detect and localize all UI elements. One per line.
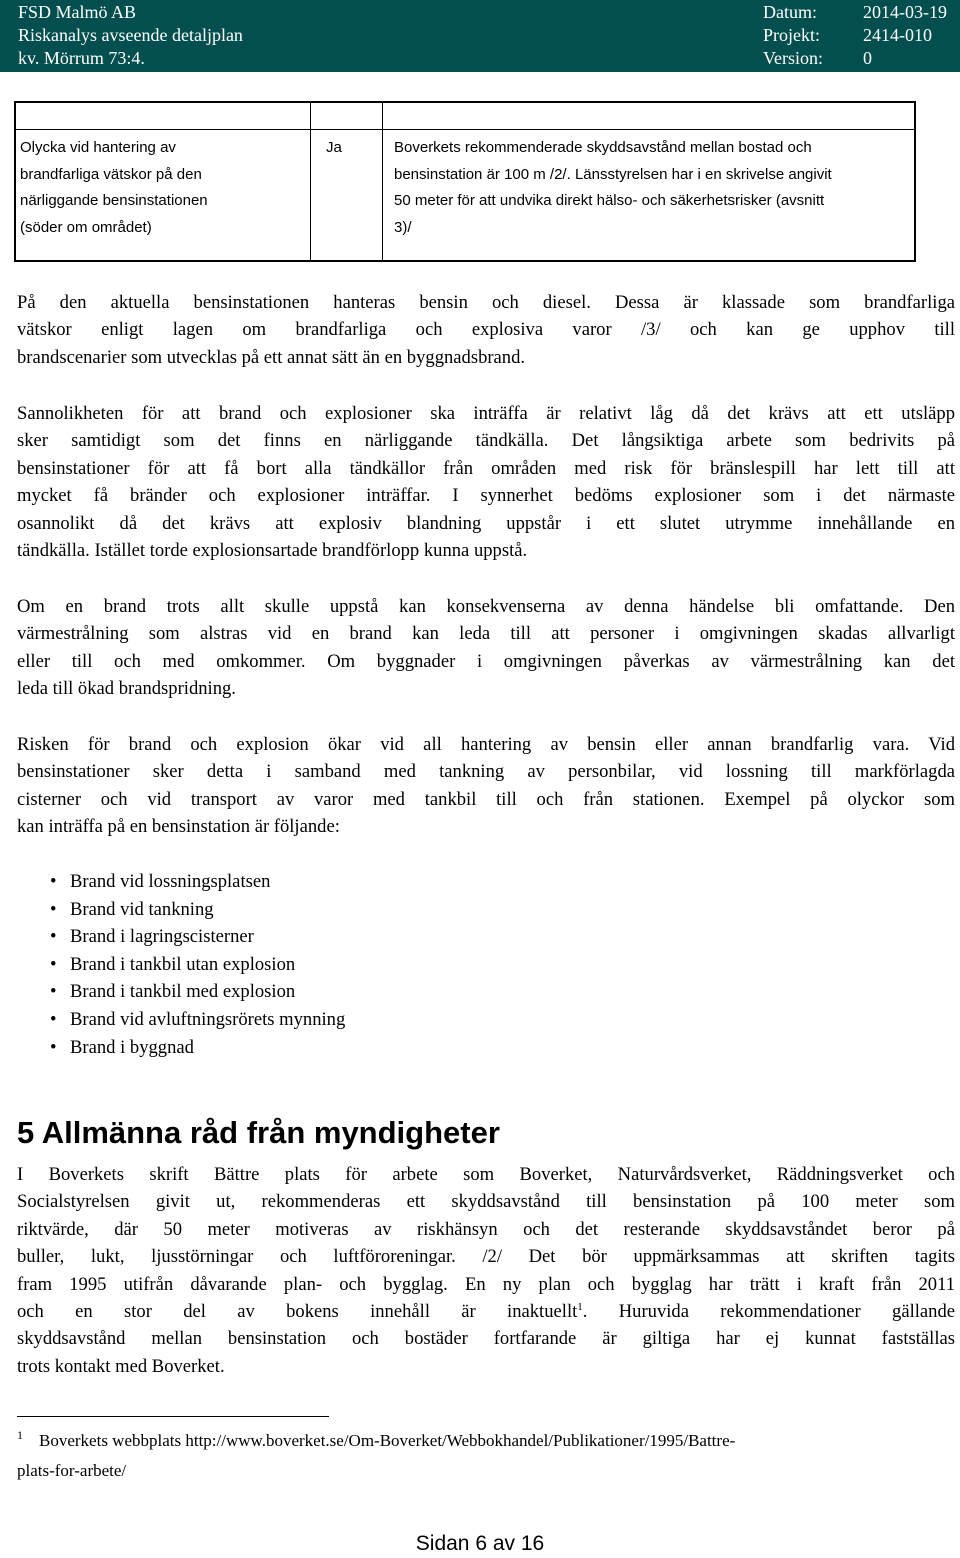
list-item xyxy=(50,1006,345,1034)
paragraph-line: bensinstationer sker detta i samband med tankning av personbilar, vid lossning till markförlagda xyxy=(17,761,955,783)
paragraph-line: Risken för brand och explosion ökar vid all hantering av bensin eller annan brandfarlig vara. Vid xyxy=(17,734,955,755)
table-column-divider xyxy=(310,103,311,260)
risk-table xyxy=(14,101,916,262)
table-text-line: Boverkets rekommenderade skyddsavstånd mellan bostad och xyxy=(394,139,812,156)
table-text-line: brandfarliga vätskor på den xyxy=(20,165,202,183)
paragraph-line: skyddsavstånd mellan bensinstation och bostäder fortfarande är giltiga har ej kunnat fastställas xyxy=(17,1328,955,1350)
paragraph-line-with-footnote xyxy=(17,1298,955,1325)
paragraph-accident-types xyxy=(17,731,955,841)
table-text-line: (söder om området) xyxy=(20,218,152,236)
paragraph-line: värmestrålning som alstras vid en brand kan leda till att personer i omgivningen skadas allvarligt xyxy=(17,623,955,645)
footnote-number: 1 xyxy=(17,1428,23,1442)
paragraph-line: Sannolikheten för att brand och explosioner ska inträffa är relativt låg då det krävs att ett utsläpp xyxy=(17,403,955,424)
table-text-line: 3)/ xyxy=(394,218,412,236)
paragraph-line: leda till ökad brandspridning. xyxy=(17,678,236,700)
list-item-text: Brand vid lossningsplatsen xyxy=(70,871,271,892)
bullet-icon: • xyxy=(50,953,57,975)
paragraph-line: kan inträffa på en bensinstation är följande: xyxy=(17,816,340,838)
paragraph-line: eller till och med omkommer. Om byggnader i omgivningen påverkas av värmestrålning kan det xyxy=(17,650,955,672)
list-item-text: Brand vid tankning xyxy=(70,898,214,920)
bullet-icon: • xyxy=(50,871,57,892)
paragraph-line: Socialstyrelsen givit ut, rekommenderas ett skyddsavstånd till bensinstation på 100 meter som xyxy=(17,1191,955,1213)
paragraph-consequences xyxy=(17,593,955,703)
project-value: 2414-010 xyxy=(863,25,932,45)
paragraph-line: I Boverkets skrift Bättre plats för arbete som Boverket, Naturvårdsverket, Räddningsverket och xyxy=(17,1164,955,1185)
paragraph-line: På den aktuella bensinstationen hanteras bensin och diesel. Dessa är klassade som brandfarliga xyxy=(17,292,955,313)
table-column-divider xyxy=(382,103,383,260)
paragraph-line: vätskor enligt lagen om brandfarliga och explosiva varor /3/ och kan ge upphov till xyxy=(17,319,955,341)
paragraph-line: riktvärde, där 50 meter motiveras av riskhänsyn och det resterande skyddsavståndet beror på xyxy=(17,1218,955,1240)
paragraph-line: mycket få bränder och explosioner inträffar. I synnerhet bedöms explosioner som i det närmaste xyxy=(17,485,955,507)
list-item xyxy=(50,978,345,1006)
date-label: Datum: xyxy=(763,2,817,22)
footnote-text[interactable]: Boverkets webbplats http://www.boverket.se/Om-Boverket/Webbokhandel/Publikationer/1995/Battre- xyxy=(39,1431,736,1450)
paragraph-line: tändkälla. Istället torde explosionsartade brandförlopp kunna uppstå. xyxy=(17,540,528,562)
version-label: Version: xyxy=(763,48,823,68)
document-header xyxy=(0,0,960,72)
list-item-text: Brand i byggnad xyxy=(70,1036,194,1058)
table-text-line: Olycka vid hantering av xyxy=(20,139,176,156)
paragraph-fuel-handling xyxy=(17,289,955,371)
table-header-divider xyxy=(16,129,914,130)
bullet-icon: • xyxy=(50,898,57,920)
answer-cell xyxy=(326,135,386,162)
bullet-icon: • xyxy=(50,1008,57,1030)
page-number: Sidan 6 av 16 xyxy=(415,1532,545,1555)
list-item xyxy=(50,868,345,896)
property-designation: kv. Mörrum 73:4. xyxy=(18,48,145,68)
paragraph-text: . Huruvida rekommendationer gällande xyxy=(582,1301,956,1323)
paragraph-line: trots kontakt med Boverket. xyxy=(17,1355,225,1377)
paragraph-line: bensinstationer för att få bort alla tändkällor från områden med risk för bränslespill har lett till att xyxy=(17,457,955,479)
list-item-text: Brand i tankbil utan explosion xyxy=(70,953,296,975)
risk-description-cell xyxy=(20,135,260,241)
answer-text: Ja xyxy=(326,139,342,156)
accident-list xyxy=(50,868,345,1061)
project-label: Projekt: xyxy=(763,25,820,45)
list-item xyxy=(50,923,345,951)
footnote-text[interactable]: plats-for-arbete/ xyxy=(17,1461,127,1480)
paragraph-line: brandscenarier som utvecklas på ett annat sätt än en byggnadsbrand. xyxy=(17,346,526,368)
paragraph-text: och en stor del av bokens innehåll är inaktuellt xyxy=(17,1301,578,1323)
table-text-line: närliggande bensinstationen xyxy=(20,192,208,209)
bullet-icon: • xyxy=(50,981,57,1003)
list-item-text: Brand i lagringscisterner xyxy=(70,926,254,948)
version-value: 0 xyxy=(863,48,872,68)
footnote-divider xyxy=(17,1416,329,1417)
bullet-icon: • xyxy=(50,1036,57,1058)
paragraph-line: buller, lukt, ljusstörningar och luftföroreningar. /2/ Det bör uppmärksammas att skriften tagits xyxy=(17,1246,955,1268)
document-subtitle: Riskanalys avseende detaljplan xyxy=(18,25,243,45)
section-paragraph xyxy=(17,1161,955,1380)
table-text-line: bensinstation är 100 m /2/. Länsstyrelsen har i en skrivelse angivit xyxy=(394,165,832,183)
bullet-icon: • xyxy=(50,926,57,948)
list-item xyxy=(50,1034,345,1062)
list-item xyxy=(50,896,345,924)
list-item-text: Brand i tankbil med explosion xyxy=(70,981,296,1003)
section-heading: 5 Allmänna råd från myndigheter xyxy=(17,1115,500,1150)
date-value: 2014-03-19 xyxy=(863,2,947,22)
paragraph-line: fram 1995 utifrån dåvarande plan- och bygglag. En ny plan och bygglag har trätt i kraft från 2011 xyxy=(17,1273,955,1295)
paragraph-line: sker samtidigt som det finns en närliggande tändkälla. Det långsiktiga arbete som bedrivits på xyxy=(17,430,955,452)
comment-cell xyxy=(394,135,904,241)
paragraph-line: Om en brand trots allt skulle uppstå kan konsekvenserna av denna händelse bli omfattande. Den xyxy=(17,596,955,617)
list-item-text: Brand vid avluftningsrörets mynning xyxy=(70,1008,346,1030)
paragraph-line: osannolikt då det krävs att explosiv blandning uppstår i ett slutet utrymme innehållande en xyxy=(17,512,955,534)
list-item xyxy=(50,951,345,979)
table-text-line: 50 meter för att undvika direkt hälso- och säkerhetsrisker (avsnitt xyxy=(394,192,825,209)
footnote xyxy=(17,1426,957,1486)
paragraph-line: cisterner och vid transport av varor med tankbil till och från stationen. Exempel på olyckor som xyxy=(17,788,955,810)
company-name: FSD Malmö AB xyxy=(18,2,137,22)
paragraph-probability xyxy=(17,400,955,564)
footnote-reference[interactable]: 1 xyxy=(577,1300,583,1313)
